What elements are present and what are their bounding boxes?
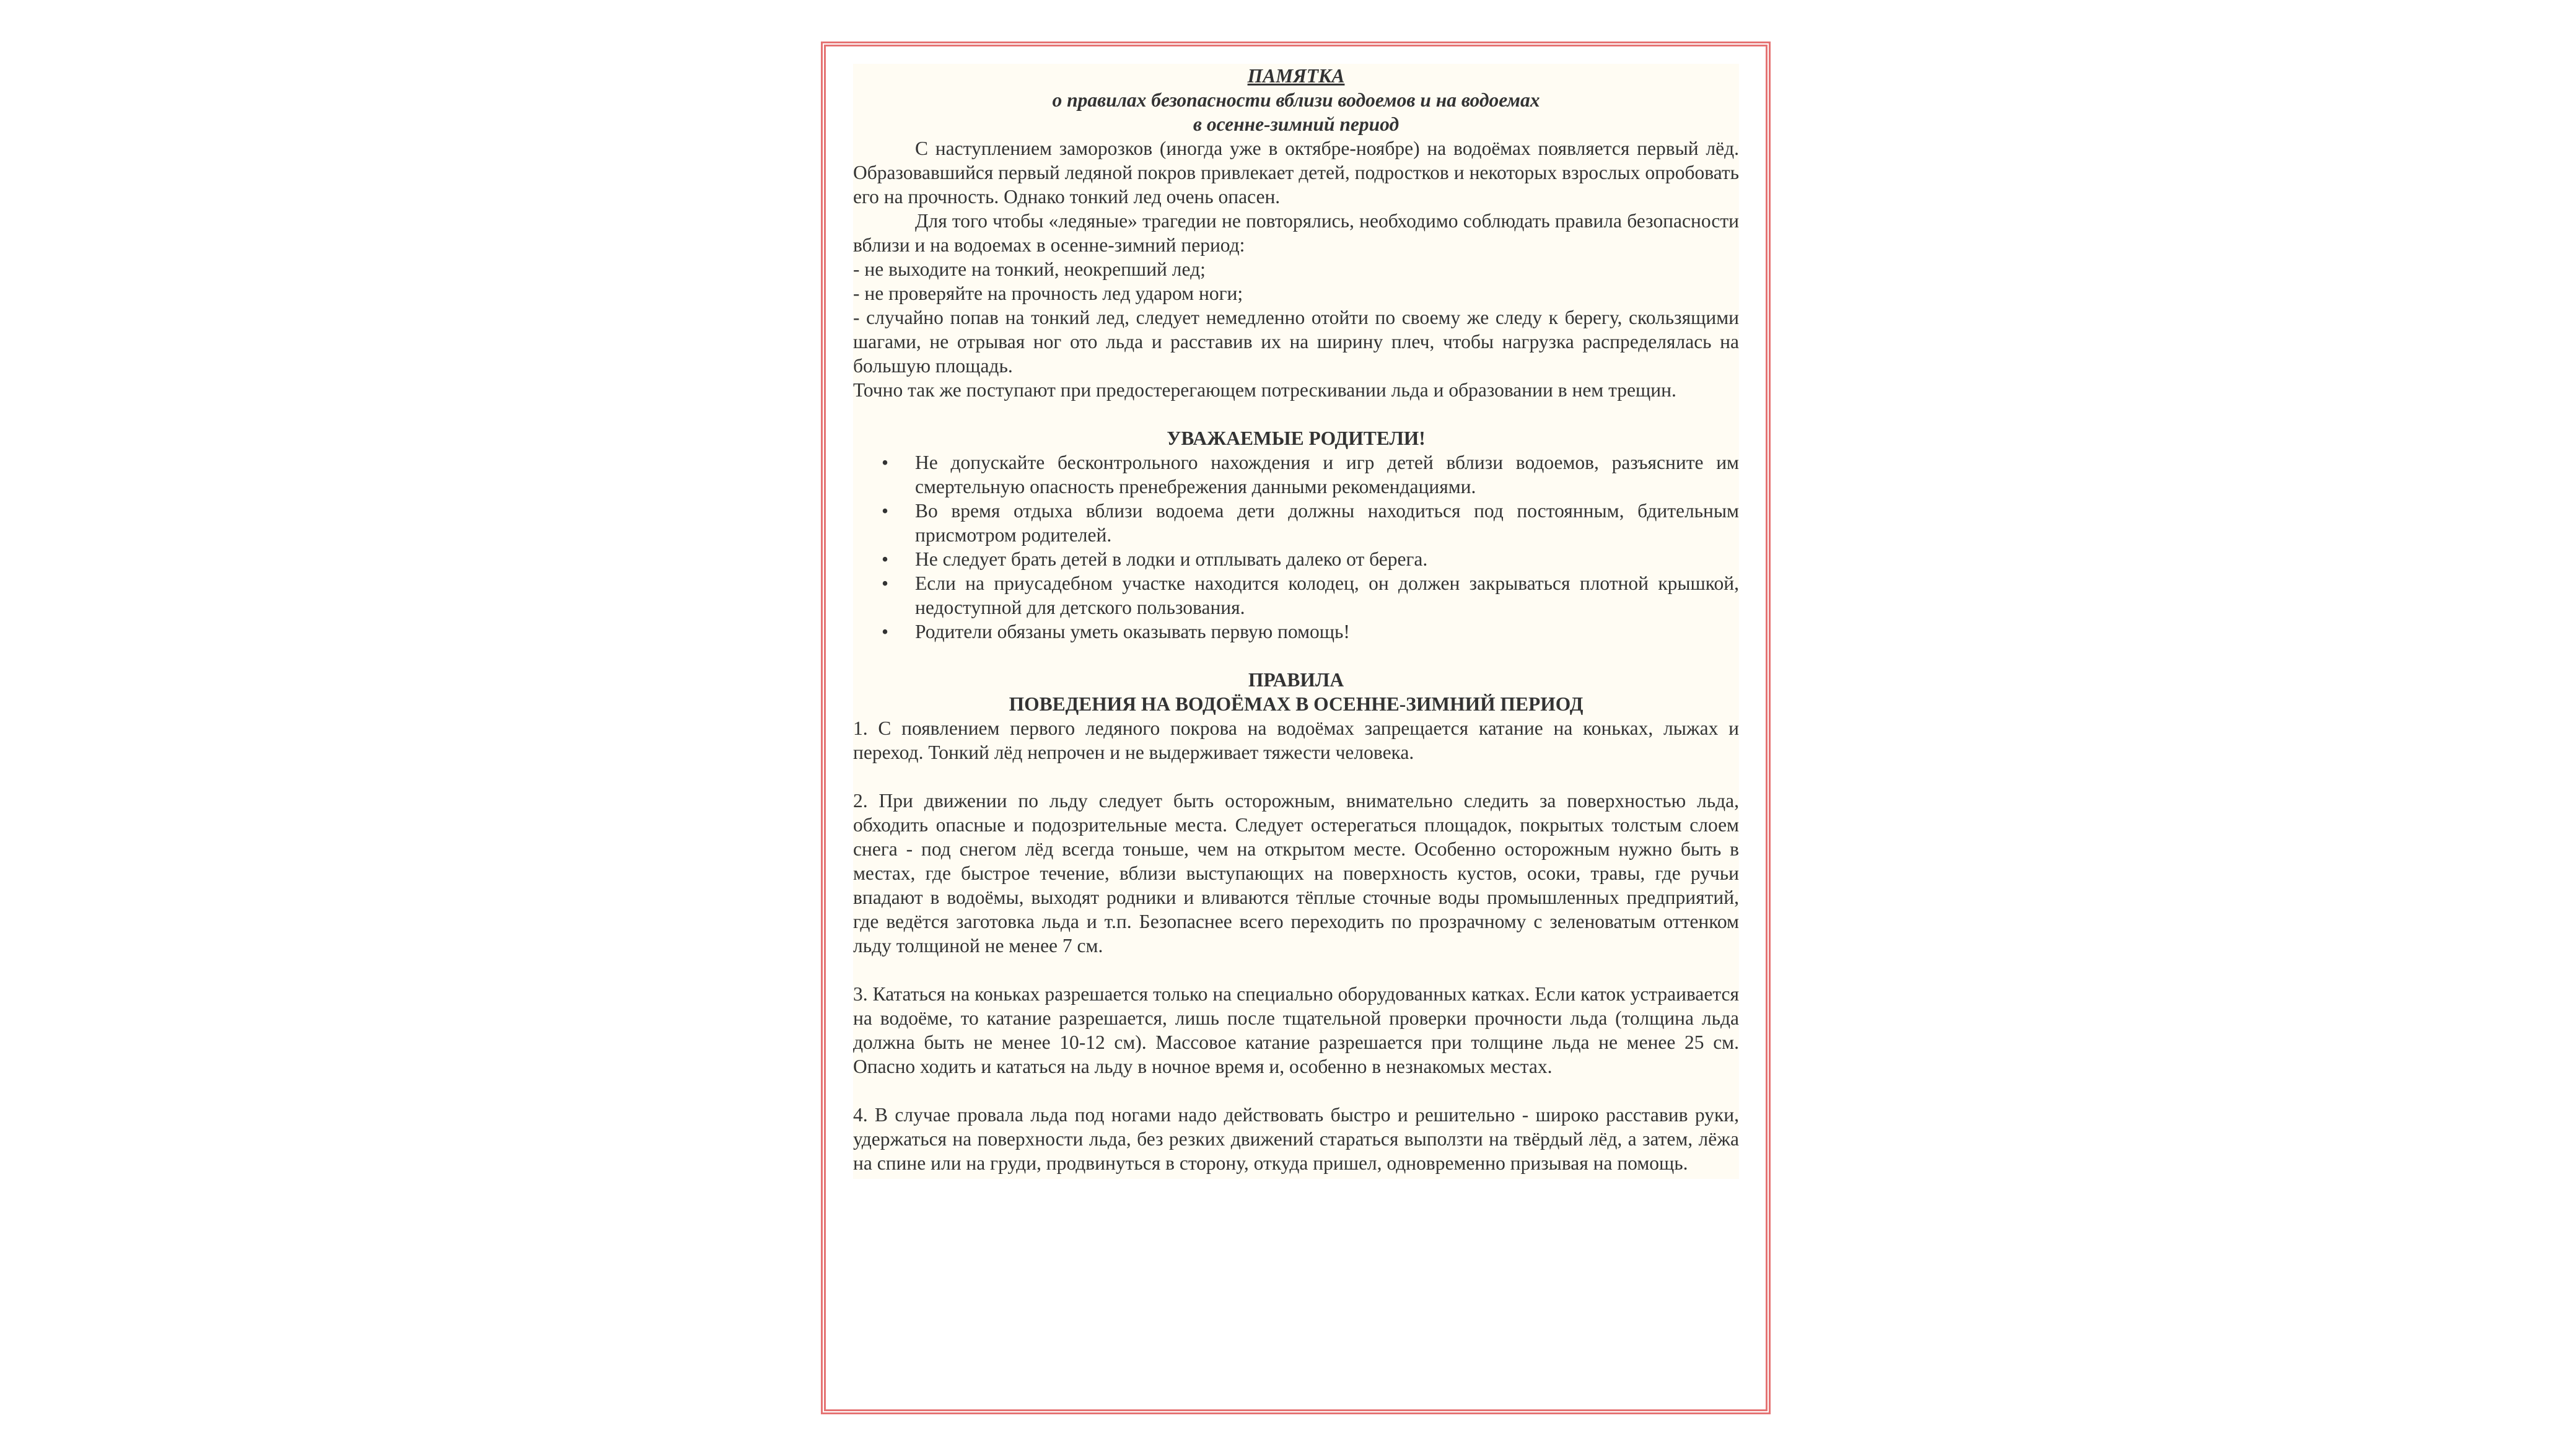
list-item xyxy=(882,450,1739,499)
memo-subtitle-line-1: о правилах безопасности вблизи водоемов и на водоемах xyxy=(1052,89,1540,111)
list-item xyxy=(882,619,1739,644)
list-item xyxy=(882,547,1739,571)
closing-line: Точно так же поступают при предостерегающем потрескивании льда и образовании в нем трещин. xyxy=(853,379,1676,401)
document-content xyxy=(853,64,1739,1179)
rule-item: 1. С появлением первого ледяного покрова на водоёмах запрещается катание на коньках, лыжах и переход. Тонкий лёд непрочен и не выдерживает тяжести человека. xyxy=(853,717,1739,763)
rules-heading-line-1: ПРАВИЛА xyxy=(1248,669,1344,691)
spacer xyxy=(853,644,1739,668)
dash-item: - не проверяйте на прочность лед ударом ноги; xyxy=(853,282,1243,304)
spacer xyxy=(853,764,1739,789)
list-item xyxy=(882,571,1739,619)
rule-item: 3. Кататься на коньках разрешается только на специально оборудованных катках. Если каток устраивается на водоёме, то катание разрешается, лишь после тщательной проверки прочности льда (толщина льда должна быть не менее 10-12 см). Массовое катание разрешается при толщине льда не менее 25 см. Опасно ходить и кататься на льду в ночное время и, особенно в незнакомых местах. xyxy=(853,983,1739,1077)
bullet-text: Не допускайте бесконтрольного нахождения и игр детей вблизи водоемов, разъясните им смертельную опасность пренебрежения данными рекомендациями. xyxy=(915,452,1739,497)
document-page xyxy=(821,42,1771,1414)
bullet-icon: • xyxy=(882,621,889,642)
memo-title: ПАМЯТКА xyxy=(1247,65,1345,87)
bullet-icon: • xyxy=(882,572,889,594)
bullet-icon: • xyxy=(882,452,889,473)
bullet-text: Не следует брать детей в лодки и отплывать далеко от берега. xyxy=(915,548,1428,570)
memo-subtitle-line-2: в осенне-зимний период xyxy=(1193,113,1400,135)
dash-item: - не выходите на тонкий, неокрепший лед; xyxy=(853,258,1206,280)
parents-bullet-list xyxy=(853,450,1739,644)
rule-item: 2. При движении по льду следует быть осторожным, внимательно следить за поверхностью льда, обходить опасные и подозрительные места. Следует остерегаться площадок, покрытых толстым слоем снега - под снегом лёд всегда тоньше, чем на открытом месте. Особенно осторожным нужно быть в местах, где быстрое течение, вблизи выступающих на поверхность кустов, осоки, травы, где ручьи впадают в водоёмы, выходят родники и вливаются тёплые сточные воды промышленных предприятий, где ведётся заготовка льда и т.п. Безопаснее всего переходить по прозрачному с зеленоватым оттенком льду толщиной не менее 7 см. xyxy=(853,790,1739,957)
parents-heading: УВАЖАЕМЫЕ РОДИТЕЛИ! xyxy=(1167,427,1426,449)
bullet-icon: • xyxy=(882,548,889,570)
spacer xyxy=(853,958,1739,982)
rules-heading-line-2: ПОВЕДЕНИЯ НА ВОДОЁМАХ В ОСЕННЕ-ЗИМНИЙ ПЕРИОД xyxy=(1009,693,1584,715)
bullet-text: Родители обязаны уметь оказывать первую помощь! xyxy=(915,621,1350,642)
intro-paragraph-1: С наступлением заморозков (иногда уже в октябре-ноябре) на водоёмах появляется первый лёд. Образовавшийся первый ледяной покров привлекает детей, подростков и некоторых взрослых опробовать его на прочность. Однако тонкий лед очень опасен. xyxy=(853,138,1739,208)
spacer xyxy=(853,402,1739,426)
intro-paragraph-2: Для того чтобы «ледяные» трагедии не повторялись, необходимо соблюдать правила безопасности вблизи и на водоемах в осенне-зимний период: xyxy=(853,210,1739,256)
spacer xyxy=(853,1079,1739,1103)
bullet-icon: • xyxy=(882,500,889,522)
rule-item: 4. В случае провала льда под ногами надо действовать быстро и решительно - широко расставив руки, удержаться на поверхности льда, без резких движений стараться выползти на твёрдый лёд, а затем, лёжа на спине или на груди, продвинуться в сторону, откуда пришел, одновременно призывая на помощь. xyxy=(853,1104,1739,1174)
dash-item: - случайно попав на тонкий лед, следует немедленно отойти по своему же следу к берегу, скользящими шагами, не отрывая ног ото льда и расставив их на ширину плеч, чтобы нагрузка распределялась на большую площадь. xyxy=(853,307,1739,377)
bullet-text: Если на приусадебном участке находится колодец, он должен закрываться плотной крышкой, недоступной для детского пользования. xyxy=(915,572,1739,618)
bullet-text: Во время отдыха вблизи водоема дети должны находиться под постоянным, бдительным присмотром родителей. xyxy=(915,500,1739,546)
list-item xyxy=(882,499,1739,547)
